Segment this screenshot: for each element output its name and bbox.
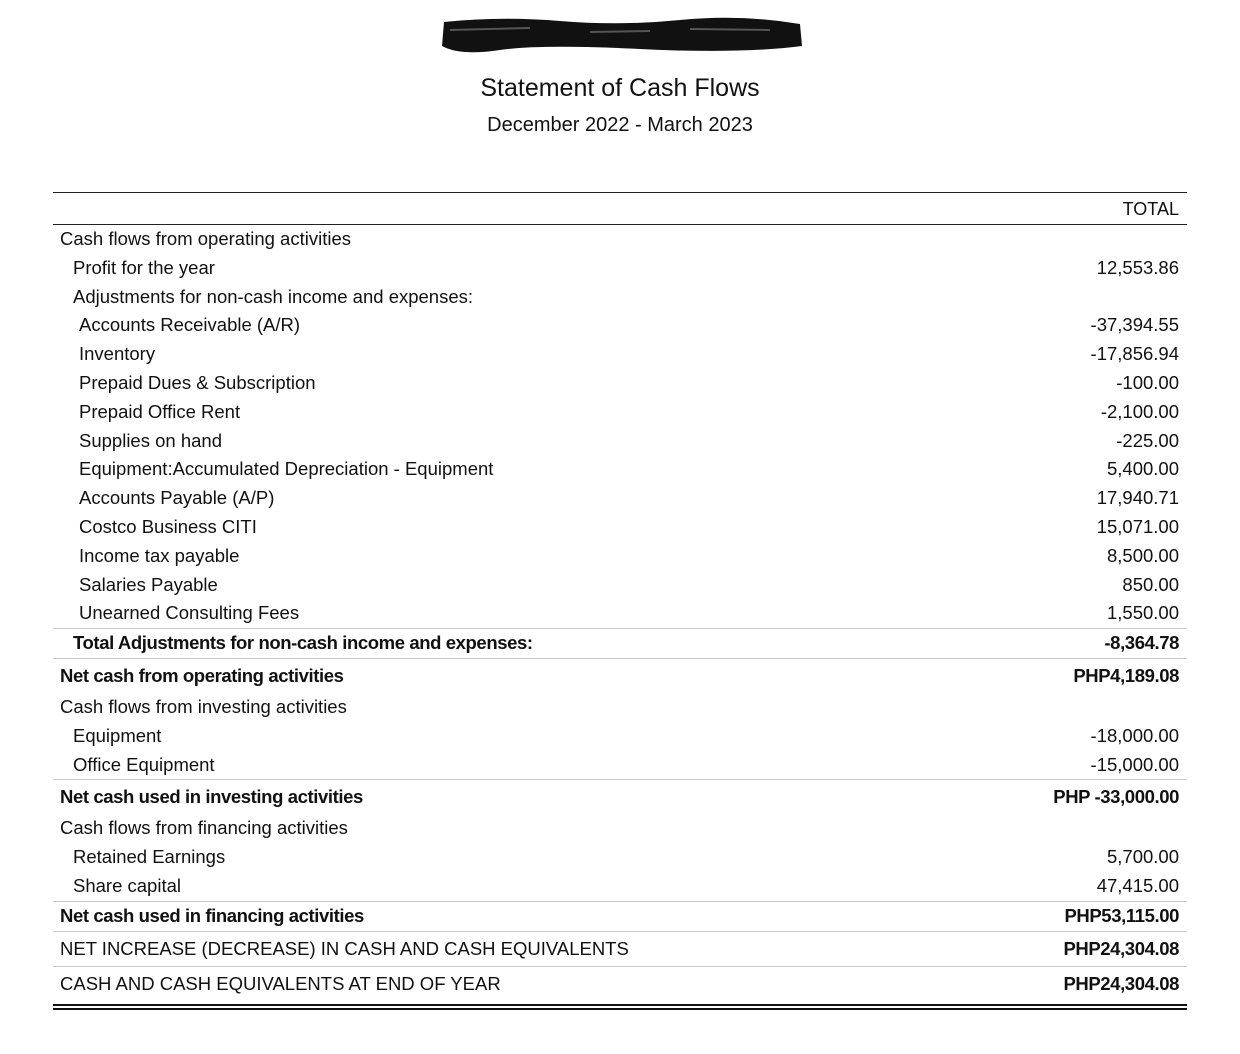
table-row xyxy=(53,542,1187,571)
row-label: Adjustments for non-cash income and expenses: xyxy=(73,285,474,307)
row-value: 5,700.00 xyxy=(1106,846,1179,868)
row-value: PHP -33,000.00 xyxy=(1053,786,1179,808)
net-financing-row xyxy=(53,901,1187,931)
total-adjustments-row xyxy=(53,628,1187,658)
double-underline xyxy=(53,1004,1187,1010)
row-value: 1,550.00 xyxy=(1106,602,1179,624)
row-label: CASH AND CASH EQUIVALENTS AT END OF YEAR xyxy=(60,972,501,994)
row-label: Share capital xyxy=(73,874,181,896)
row-value: -2,100.00 xyxy=(1100,400,1179,422)
cash-end-of-year-row xyxy=(53,966,1187,1001)
net-operating-row xyxy=(53,658,1187,693)
table-row xyxy=(53,455,1187,484)
row-value: PHP53,115.00 xyxy=(1064,904,1179,926)
row-label: Prepaid Office Rent xyxy=(79,400,241,422)
table-row xyxy=(53,843,1187,872)
row-label: Accounts Receivable (A/R) xyxy=(79,314,301,336)
row-value: 5,400.00 xyxy=(1106,458,1179,480)
table-row xyxy=(53,599,1187,628)
row-label: Cash flows from financing activities xyxy=(60,817,348,839)
net-investing-row xyxy=(53,779,1187,814)
table-row xyxy=(53,311,1187,340)
row-label: NET INCREASE (DECREASE) IN CASH AND CASH EQUIVALENTS xyxy=(60,937,629,959)
row-label: Cash flows from investing activities xyxy=(60,695,347,717)
report-title: Statement of Cash Flows xyxy=(480,74,760,102)
row-value: -37,394.55 xyxy=(1090,314,1179,336)
redacted-company-name xyxy=(440,16,804,54)
row-label: Net cash used in financing activities xyxy=(60,904,364,926)
row-label: Salaries Payable xyxy=(79,573,218,595)
row-label: Supplies on hand xyxy=(79,429,222,451)
table-row xyxy=(53,427,1187,456)
row-value: -15,000.00 xyxy=(1090,753,1179,775)
table-row xyxy=(53,369,1187,398)
row-label: Office Equipment xyxy=(73,753,215,775)
row-label: Net cash used in investing activities xyxy=(60,786,363,808)
row-value: -8,364.78 xyxy=(1104,632,1179,654)
table-header xyxy=(53,192,1187,225)
row-value: 850.00 xyxy=(1122,573,1179,595)
row-value: -225.00 xyxy=(1116,429,1179,451)
row-label: Equipment xyxy=(73,724,162,746)
row-value: PHP24,304.08 xyxy=(1063,937,1179,959)
table-row xyxy=(53,398,1187,427)
row-label: Retained Earnings xyxy=(73,846,226,868)
row-value: 15,071.00 xyxy=(1096,515,1179,537)
table-row xyxy=(53,254,1187,283)
row-label: Equipment:Accumulated Depreciation - Equipment xyxy=(79,458,494,480)
net-increase-row xyxy=(53,931,1187,966)
row-value: 17,940.71 xyxy=(1096,487,1179,509)
row-value: 8,500.00 xyxy=(1106,544,1179,566)
cash-flow-table xyxy=(53,192,1187,1010)
column-header-total: TOTAL xyxy=(1122,199,1179,219)
table-row xyxy=(53,722,1187,751)
row-value: -18,000.00 xyxy=(1090,724,1179,746)
table-row xyxy=(53,484,1187,513)
row-value: -17,856.94 xyxy=(1090,343,1179,365)
table-row xyxy=(53,872,1187,901)
row-value: 47,415.00 xyxy=(1096,874,1179,896)
row-label: Inventory xyxy=(79,343,156,365)
table-row xyxy=(53,340,1187,369)
table-row xyxy=(53,513,1187,542)
subsection-adjustments xyxy=(53,283,1187,312)
row-label: Total Adjustments for non-cash income and expenses: xyxy=(73,632,533,654)
section-investing xyxy=(53,693,1187,722)
table-row xyxy=(53,571,1187,600)
row-label: Net cash from operating activities xyxy=(60,664,344,686)
row-label: Prepaid Dues & Subscription xyxy=(79,371,316,393)
section-financing xyxy=(53,814,1187,843)
row-label: Costco Business CITI xyxy=(79,515,257,537)
row-label: Unearned Consulting Fees xyxy=(79,602,300,624)
report-period: December 2022 - March 2023 xyxy=(487,114,753,136)
row-label: Income tax payable xyxy=(79,544,240,566)
row-label: Accounts Payable (A/P) xyxy=(79,487,275,509)
row-value: 12,553.86 xyxy=(1096,256,1179,278)
row-value: PHP4,189.08 xyxy=(1073,664,1179,686)
row-label: Profit for the year xyxy=(73,256,215,278)
table-row xyxy=(53,751,1187,780)
row-value: -100.00 xyxy=(1116,371,1179,393)
section-operating xyxy=(53,225,1187,254)
row-value: PHP24,304.08 xyxy=(1063,972,1179,994)
row-label: Cash flows from operating activities xyxy=(60,228,351,249)
